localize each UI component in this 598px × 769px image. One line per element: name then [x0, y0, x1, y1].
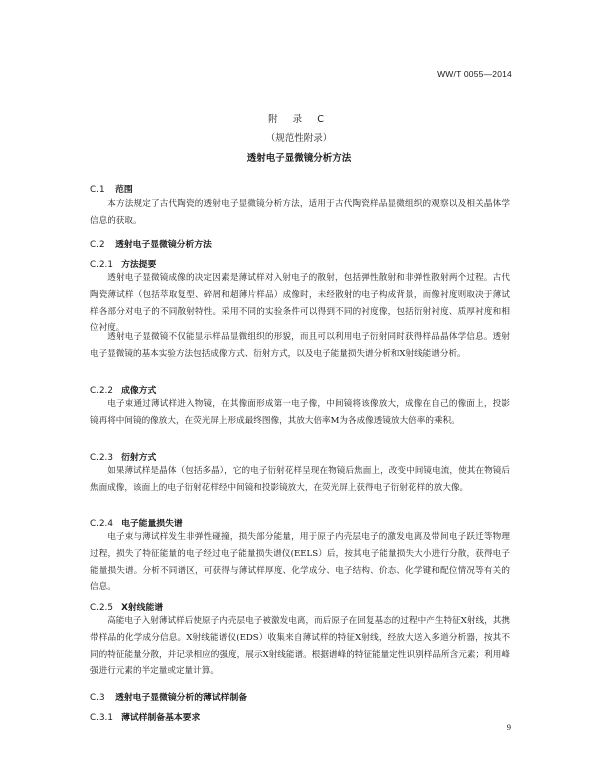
section-heading-c3: [90, 690, 247, 703]
section-number: C.2.5: [90, 603, 113, 613]
section-title: 电子能量损失谱: [121, 519, 183, 529]
section-heading-c25: [90, 600, 163, 613]
section-title: 薄试样制备基本要求: [121, 713, 201, 723]
paragraph-c21-1: 透射电子显微镜成像的决定因素是薄试样对入射电子的散射，包括弹性散射和非弹性散射两个过程。古代陶瓷薄试样（包括萃取复型、碎屑和超薄片样品）成像时，未经散射的电子构成背景，而像衬度则取决于薄试样各部分对电子的不同散射特性。采用不同的实验条件可以得到不同的衬度像，包括衍射衬度、质厚衬度和相位衬度。: [90, 273, 510, 334]
section-number: C.1: [90, 185, 105, 195]
section-title: 透射电子显微镜分析方法: [115, 240, 212, 250]
section-title: 方法提要: [121, 260, 157, 270]
paragraph-c24: 电子束与薄试样发生非弹性碰撞，损失部分能量，用于原子内壳层电子的激发电离及带间电子跃迁等物理过程，损失了特征能量的电子经过电子能量损失谱仪(EELS）后，按其电子能量损失大小进行分散，获得电子能量损失谱。分析不同谱区，可获得与薄试样厚度、化学成分、电子结构、价态、化学键和配位情况等有关的信息。: [90, 532, 510, 593]
section-title: X射线能谱: [121, 603, 164, 613]
section-heading-c24: [90, 516, 183, 529]
section-heading-c21: [90, 257, 156, 270]
section-number: C.3: [90, 693, 105, 703]
section-number: C.2.1: [90, 260, 113, 270]
section-heading-c2: [90, 237, 212, 250]
appendix-subtitle: （规范性附录）: [265, 133, 333, 144]
section-number: C.2.4: [90, 519, 113, 529]
page-number: 9: [506, 722, 511, 732]
paragraph-c1: 本方法规定了古代陶瓷的透射电子显微镜分析方法，适用于古代陶瓷样品显微组织的观察以及相关晶体学信息的获取。: [90, 199, 510, 226]
section-title: 范围: [115, 185, 133, 195]
section-heading-c23: [90, 450, 156, 463]
appendix-name: 透射电子显微镜分析方法: [246, 153, 352, 164]
appendix-title: 附 录 C: [268, 114, 330, 125]
section-number: C.3.1: [90, 713, 113, 723]
paragraph-c22: 电子束通过薄试样进入物镜，在其像面形成第一电子像，中间镜将该像放大，成像在自己的像面上，投影镜再将中间镜的像放大，在荧光屏上形成最终图像，其放大倍率M为各成像透镜放大倍率的乘积。: [90, 399, 510, 426]
section-title: 衍射方式: [121, 453, 157, 463]
paragraph-c25: 高能电子入射薄试样后使原子内壳层电子被激发电离，而后原子在回复基态的过程中产生特征X射线，其携带样品的化学成分信息。X射线能谱仪(EDS）收集来自薄试样的特征X射线，经放大送入多道分析器，按其不同的特征能量分散，并记录相应的强度，展示X射线能谱。根据谱峰的特征能量定性识别样品所含元素；利用峰强进行元素的半定量或定量计算。: [90, 616, 510, 677]
section-title: 成像方式: [121, 386, 157, 396]
section-heading-c22: [90, 383, 156, 396]
paragraph-c21-2: 透射电子显微镜不仅能显示样品显微组织的形貌，而且可以利用电子衍射同时获得样品晶体学信息。透射电子显微镜的基本实验方法包括成像方式、衍射方式，以及电子能量损失谱分析和X射线能谱分析。: [90, 332, 510, 359]
section-title: 透射电子显微镜分析的薄试样制备: [115, 693, 248, 703]
section-heading-c31: [90, 710, 200, 723]
section-heading-c1: [90, 182, 133, 195]
section-number: C.2: [90, 240, 105, 250]
section-number: C.2.3: [90, 453, 113, 463]
document-code: WW/T 0055—2014: [437, 69, 512, 79]
section-number: C.2.2: [90, 386, 113, 396]
paragraph-c23: 如果薄试样是晶体（包括多晶），它的电子衍射花样呈现在物镜后焦面上，改变中间镜电流，使其在物镜后焦面成像，该面上的电子衍射花样经中间镜和投影镜放大，在荧光屏上获得电子衍射花样的放大像。: [90, 466, 510, 493]
